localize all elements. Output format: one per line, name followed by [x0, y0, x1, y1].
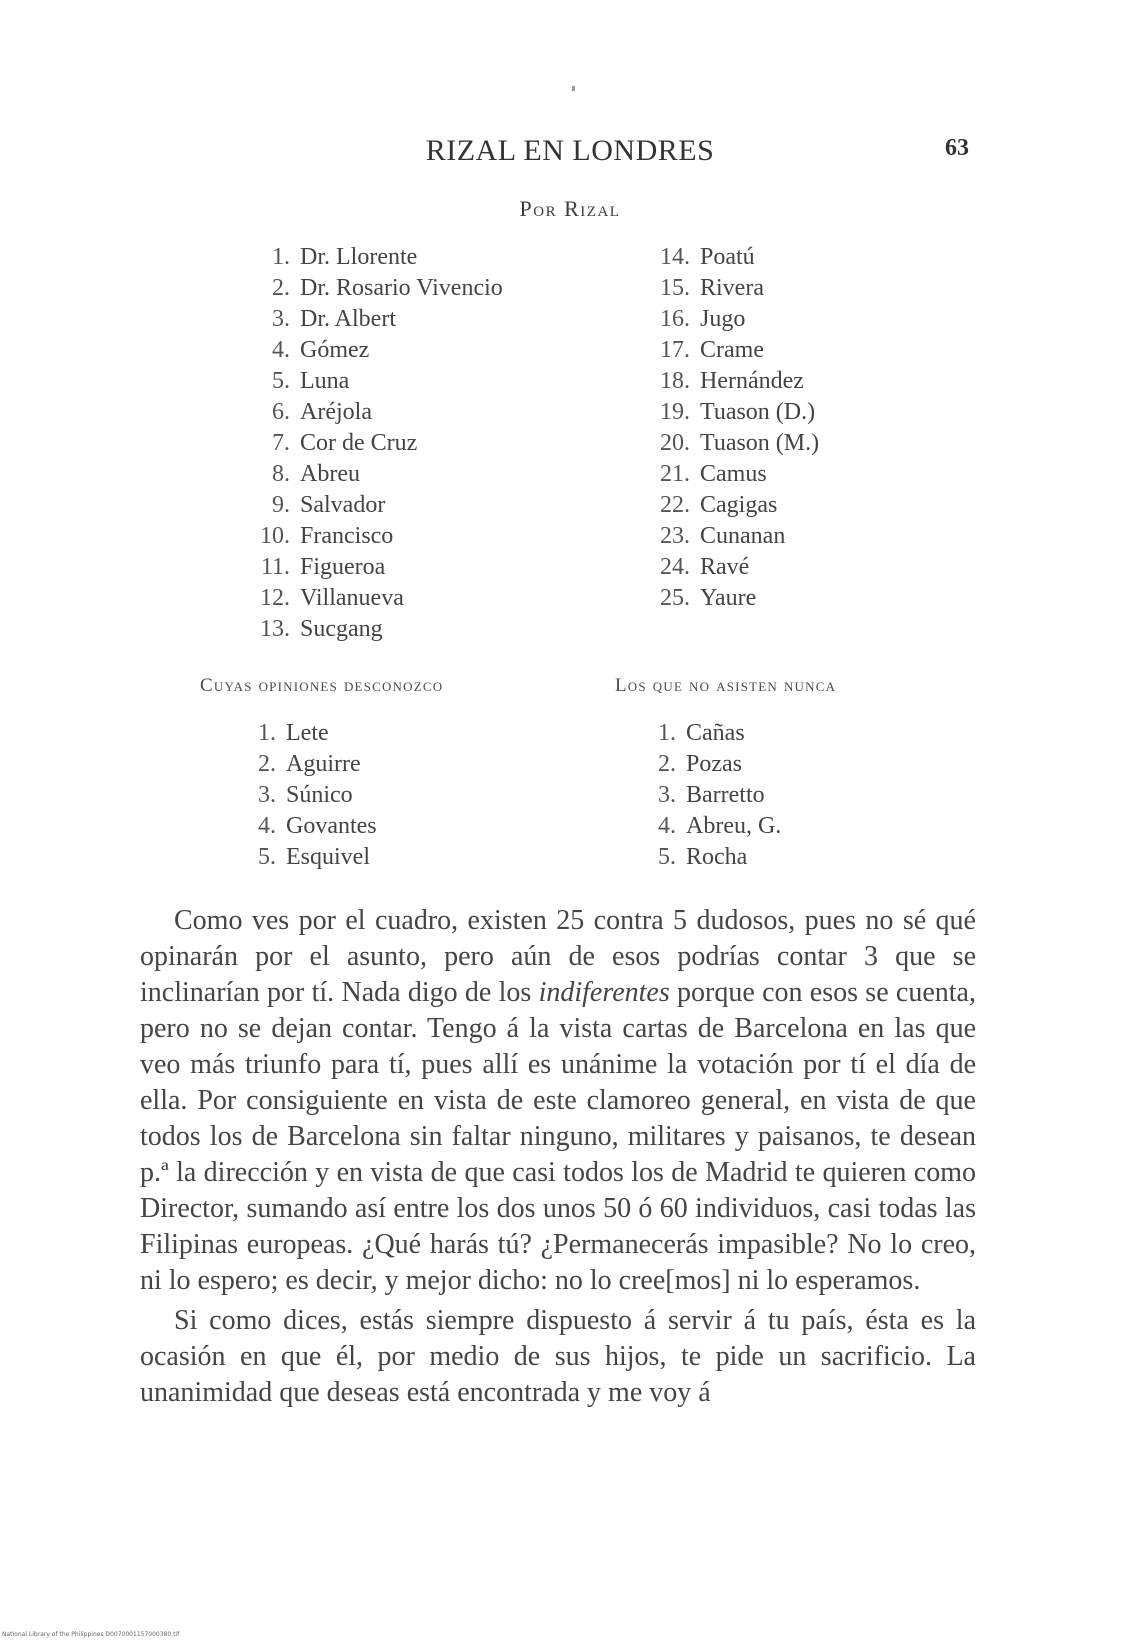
item-number: 24. [660, 554, 690, 580]
list-item [240, 397, 503, 428]
printer-mark [572, 86, 575, 91]
list-item [240, 335, 503, 366]
unknown-opinions-list [240, 718, 377, 873]
item-name: Figueroa [300, 554, 386, 580]
list-item [240, 366, 503, 397]
item-name: Govantes [286, 813, 377, 839]
body-text [140, 903, 976, 1411]
supporters-list-right [640, 242, 819, 614]
item-name: Francisco [300, 523, 394, 549]
item-number: 11. [260, 554, 290, 580]
item-number: 6. [272, 399, 290, 425]
item-number: 17. [660, 337, 690, 363]
item-name: Yaure [700, 585, 757, 611]
item-name: Lete [286, 720, 329, 746]
item-number: 14. [660, 244, 690, 270]
item-number: 22. [660, 492, 690, 518]
item-name: Tuason (D.) [700, 399, 816, 425]
item-number: 20. [660, 430, 690, 456]
item-number: 25. [660, 585, 690, 611]
list-item [240, 242, 503, 273]
item-name: Cor de Cruz [300, 430, 418, 456]
item-name: Villanueva [300, 585, 404, 611]
item-number: 19. [660, 399, 690, 425]
list-item [640, 242, 819, 273]
item-name: Jugo [700, 306, 746, 332]
item-name: Ravé [700, 554, 750, 580]
item-number: 2. [658, 751, 676, 777]
list-item [640, 552, 819, 583]
list-item [640, 459, 819, 490]
item-name: Barretto [686, 782, 765, 808]
item-number: 15. [660, 275, 690, 301]
item-name: Cagigas [700, 492, 778, 518]
item-number: 18. [660, 368, 690, 394]
item-name: Esquivel [286, 844, 370, 870]
list-item [240, 459, 503, 490]
list-item [640, 397, 819, 428]
list-item [640, 749, 781, 780]
item-name: Pozas [686, 751, 742, 777]
section-title-por-rizal: Por Rizal [519, 196, 621, 221]
item-name: Hernández [700, 368, 804, 394]
list-item [640, 842, 781, 873]
item-name: Gómez [300, 337, 370, 363]
list-item [240, 749, 377, 780]
item-number: 3. [658, 782, 676, 808]
list-item [240, 428, 503, 459]
item-number: 8. [272, 461, 290, 487]
item-number: 1. [272, 244, 290, 270]
item-number: 13. [260, 616, 290, 642]
item-name: Salvador [300, 492, 386, 518]
item-number: 2. [258, 751, 276, 777]
list-item [640, 521, 819, 552]
list-item [640, 718, 781, 749]
list-item [240, 583, 503, 614]
list-item [640, 490, 819, 521]
item-number: 21. [660, 461, 690, 487]
item-number: 5. [658, 844, 676, 870]
emphasis-text: indiferentes [538, 977, 670, 1008]
page-number: 63 [945, 135, 969, 161]
never-attend-list [640, 718, 781, 873]
item-name: Rocha [686, 844, 748, 870]
item-name: Abreu, G. [686, 813, 782, 839]
list-item [240, 842, 377, 873]
item-number: 5. [272, 368, 290, 394]
item-number: 4. [258, 813, 276, 839]
subheading-never-attend: Los que no asisten nunca [615, 675, 837, 696]
subheading-unknown-opinions: Cuyas opiniones desconozco [200, 675, 444, 696]
list-item [640, 366, 819, 397]
item-name: Luna [300, 368, 350, 394]
paragraph-text: porque con esos se cuenta, pero no se dejan contar. Tengo á la vista cartas de Barcelona en las que veo más triunfo para tí, pues allí es unánime la votación por tí el día de ella. Por consiguiente en vista de este clamoreo general, en vista de que todos los de Barcelona sin faltar ninguno, militares y paisanos, te desean p.ª la dirección y en vista de que casi todos los de Madrid te quieren como Director, sumando así entre los dos unos 50 ó 60 individuos, casi todas las Filipinas europeas. ¿Qué harás tú? ¿Permanecerás impasible? No lo creo, ni lo espero; es decir, y mejor dicho: no lo cree[mos] ni lo esperamos. [140, 977, 976, 1296]
item-number: 1. [658, 720, 676, 746]
list-item [240, 552, 503, 583]
running-title: RIZAL EN LONDRES [425, 134, 715, 167]
list-item [240, 718, 377, 749]
list-item [240, 780, 377, 811]
supporters-list-left [240, 242, 503, 645]
list-item [640, 335, 819, 366]
item-name: Sucgang [300, 616, 383, 642]
list-item [240, 304, 503, 335]
item-name: Dr. Rosario Vivencio [300, 275, 503, 301]
item-name: Rivera [700, 275, 764, 301]
item-name: Cañas [686, 720, 745, 746]
item-number: 12. [260, 585, 290, 611]
list-item [240, 614, 503, 645]
list-item [640, 273, 819, 304]
item-name: Dr. Llorente [300, 244, 418, 270]
item-name: Camus [700, 461, 767, 487]
paragraph-text: Como ves por el cuadro, existen 25 contra 5 dudosos, pues no sé qué opinarán por el asunto, pero aún de esos podrías contar 3 que se inclinarían por tí. Nada digo de los [140, 905, 976, 1008]
item-number: 1. [258, 720, 276, 746]
list-item [640, 583, 819, 614]
item-number: 4. [658, 813, 676, 839]
item-number: 3. [272, 306, 290, 332]
item-number: 2. [272, 275, 290, 301]
item-name: Tuason (M.) [700, 430, 820, 456]
item-name: Poatú [700, 244, 755, 270]
item-name: Súnico [286, 782, 353, 808]
item-number: 23. [660, 523, 690, 549]
item-number: 16. [660, 306, 690, 332]
list-item [240, 521, 503, 552]
item-number: 7. [272, 430, 290, 456]
list-item [240, 811, 377, 842]
item-number: 10. [260, 523, 290, 549]
list-item [640, 780, 781, 811]
paragraph [140, 903, 976, 1299]
item-name: Abreu [300, 461, 360, 487]
item-name: Crame [700, 337, 764, 363]
item-number: 5. [258, 844, 276, 870]
item-number: 4. [272, 337, 290, 363]
item-name: Aréjola [300, 399, 372, 425]
list-item [240, 490, 503, 521]
list-item [640, 304, 819, 335]
list-item [240, 273, 503, 304]
item-name: Dr. Albert [300, 306, 396, 332]
item-number: 3. [258, 782, 276, 808]
item-number: 9. [272, 492, 290, 518]
item-name: Aguirre [286, 751, 361, 777]
paragraph: Si como dices, estás siempre dispuesto á servir á tu país, ésta es la ocasión en que él, por medio de sus hijos, te pide un sacrificio. La unanimidad que deseas está encontrada y me voy á [140, 1305, 976, 1408]
list-item [640, 428, 819, 459]
scan-footer: National Library of the Philippines D0070001157000380.tif [2, 1631, 180, 1638]
item-name: Cunanan [700, 523, 786, 549]
list-item [640, 811, 781, 842]
